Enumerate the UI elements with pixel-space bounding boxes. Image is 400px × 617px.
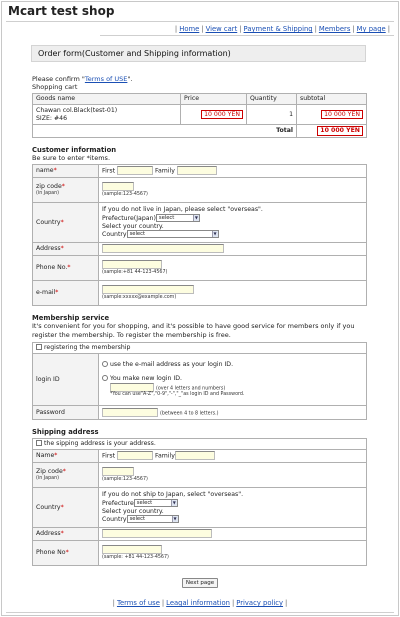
- zip-label: zip code: [36, 183, 62, 191]
- ship-first-name-input[interactable]: [117, 451, 153, 460]
- new-login-id-radio[interactable]: [102, 375, 108, 381]
- customer-section-header: [32, 146, 367, 163]
- password-input[interactable]: [102, 408, 158, 417]
- confirm-suffix: ".: [127, 75, 133, 83]
- cart-row: [33, 105, 367, 125]
- shipping-form: the sipping address is your address. Name* First Family Zip code* (in Japan) (sample:123-4567) Country* If you do not ship to Japan, select "overseas". Prefecture select ▼ Select your country. Country select ▼ Address* Phone No* (sample: +81 44-123-4567): [32, 438, 367, 566]
- phone-sample: (sample:+81 44-123-4567): [102, 269, 168, 275]
- footer-divider: [6, 612, 394, 613]
- country-note: If you do not live in Japan, please select "overseas".: [102, 206, 263, 213]
- ship-zip-code-input[interactable]: [102, 467, 134, 476]
- item-size: SIZE: #46: [36, 114, 68, 122]
- shipping-title: Shipping address: [32, 428, 99, 436]
- use-email-login-radio[interactable]: [102, 361, 108, 367]
- ship-address-input[interactable]: [102, 529, 212, 538]
- cart-total: 10 000 YEN: [317, 126, 363, 136]
- login-id-hint: *You can use"A-Z","0-9","-","_"as login ID and Password.: [110, 392, 245, 397]
- zip-sample: (sample:123-4567): [102, 191, 148, 197]
- ship-country-select-label: Country: [102, 516, 127, 524]
- prefecture-select-value: select: [158, 214, 175, 221]
- nav-view-cart-link[interactable]: View cart: [205, 25, 238, 33]
- email-sample: (sample:xxxxx@example.com): [102, 294, 177, 300]
- zip-code-input[interactable]: [102, 182, 134, 191]
- login-id-note: (over 4 letters and numbers): [155, 386, 226, 392]
- item-quantity: 1: [247, 105, 297, 125]
- ship-country-select-value: select: [129, 516, 146, 523]
- customer-title: Customer information: [32, 146, 117, 154]
- ship-zip-sample: (sample:123-4567): [102, 476, 148, 482]
- ship-country-note: If you do not ship to Japan, select "overseas".: [102, 491, 244, 498]
- item-price: 10 000 YEN: [201, 110, 243, 120]
- shipping-section-header: [32, 428, 367, 436]
- cart-table: [32, 93, 367, 138]
- terms-of-use-link[interactable]: Terms of USE: [84, 75, 128, 83]
- country-label: Country: [36, 218, 61, 226]
- password-note: (between 4 to 8 letters.): [159, 411, 219, 417]
- ship-phone-input[interactable]: [102, 545, 162, 554]
- email-label: e-mail: [36, 289, 56, 297]
- chevron-down-icon: ▼: [213, 231, 217, 237]
- ship-zip-in-japan: (in Japan): [36, 475, 60, 481]
- first-label: First: [102, 167, 116, 175]
- ship-address-label: Address: [36, 530, 61, 538]
- membership-section-header: [32, 314, 367, 339]
- same-address-checkbox[interactable]: [36, 440, 42, 446]
- ship-first-label: First: [102, 452, 116, 460]
- ship-select-country-note: Select your country.: [102, 507, 164, 515]
- item-subtotal: 10 000 YEN: [321, 110, 363, 120]
- register-membership-checkbox[interactable]: [36, 344, 42, 350]
- total-label: Total: [33, 125, 297, 138]
- shop-name: Mcart test shop: [8, 4, 115, 18]
- name-label: name: [36, 167, 54, 175]
- ship-country-label: Country: [36, 503, 61, 511]
- cart-header-quantity: Quantity: [247, 94, 297, 105]
- confirm-prefix: Please confirm ": [32, 75, 85, 83]
- prefecture-label: Prefecture(Japan): [102, 214, 156, 222]
- nav-divider: [100, 35, 394, 36]
- use-email-login-label: use the e-mail address as your login ID.: [110, 361, 234, 369]
- page-title: Order form(Customer and Shipping information): [31, 45, 366, 62]
- membership-description: It's convenient for you for shopping, and it's possible to have good service for members only if you register the membership. To register the membership is free.: [32, 322, 355, 339]
- register-membership-label: registering the membership: [44, 344, 131, 352]
- nav-payment-shipping-link[interactable]: Payment & Shipping: [243, 25, 313, 33]
- ship-family-label: Family: [154, 452, 175, 460]
- password-label: Password: [33, 406, 99, 420]
- phone-input[interactable]: [102, 260, 162, 269]
- chevron-down-icon: ▼: [173, 516, 177, 522]
- select-country-note: Select your country.: [102, 222, 164, 230]
- address-input[interactable]: [102, 244, 224, 253]
- cart-title: Shopping cart: [32, 83, 78, 92]
- phone-label: Phone No.: [36, 264, 68, 272]
- top-navigation: | Home | View cart | Payment & Shipping | Members | My page |: [174, 25, 390, 33]
- ship-family-name-input[interactable]: [175, 451, 215, 460]
- country-select[interactable]: [127, 230, 219, 238]
- cart-header-price: Price: [181, 94, 247, 105]
- country-select-label: Country: [102, 231, 127, 239]
- terms-notice: [32, 75, 367, 91]
- membership-title: Membership service: [32, 314, 110, 322]
- ship-prefecture-label: Prefecture: [102, 499, 134, 507]
- footer-terms-link[interactable]: Terms of use: [116, 599, 160, 607]
- chevron-down-icon: ▼: [172, 499, 176, 505]
- new-login-id-label: You make new login ID.: [110, 374, 182, 382]
- chevron-down-icon: ▼: [194, 214, 198, 220]
- ship-country-select[interactable]: [127, 515, 179, 523]
- email-input[interactable]: [102, 285, 194, 294]
- same-address-label: the sipping address is your address.: [44, 440, 156, 448]
- ship-phone-sample: (sample: +81 44-123-4567): [102, 554, 169, 560]
- customer-form: name* First Family zip code* (in Japan) (sample:123-4567) Country* If you do not live in Japan, please select "overseas". Prefecture(Japan) select ▼ Select your country. Country select ▼ Address* Phone No.* (sample:+81 44-123-4567) e-mail* (sample:xxxxx@example.com): [32, 164, 367, 306]
- family-label: Family: [154, 167, 175, 175]
- login-id-input[interactable]: [110, 383, 154, 392]
- ship-phone-label: Phone No: [36, 549, 66, 557]
- cart-header-goods: Goods name: [33, 94, 181, 105]
- address-label: Address: [36, 245, 61, 253]
- nav-home-link[interactable]: Home: [179, 25, 200, 33]
- ship-prefecture-select[interactable]: [134, 499, 178, 507]
- ship-zip-label: Zip code: [36, 468, 63, 476]
- customer-note: Be sure to enter *items.: [32, 154, 111, 163]
- nav-my-page-link[interactable]: My page: [356, 25, 386, 33]
- login-id-label: login ID: [33, 354, 99, 406]
- cart-header-subtotal: subtotal: [297, 94, 367, 105]
- footer-legal-link[interactable]: Leagal information: [166, 599, 230, 607]
- header-divider: [6, 21, 394, 22]
- footer-links: | Terms of use | Leagal information | Privacy policy |: [112, 599, 288, 607]
- zip-in-japan: (in Japan): [36, 190, 60, 196]
- membership-form: [32, 342, 367, 420]
- ship-prefecture-select-value: select: [136, 499, 153, 506]
- country-select-value: select: [129, 231, 146, 238]
- nav-members-link[interactable]: Members: [318, 25, 351, 33]
- prefecture-select[interactable]: [156, 214, 200, 222]
- ship-name-label: Name: [36, 452, 55, 460]
- footer-privacy-link[interactable]: Privacy policy: [236, 599, 284, 607]
- first-name-input[interactable]: [117, 166, 153, 175]
- next-page-button[interactable]: Next page: [182, 578, 218, 588]
- family-name-input[interactable]: [177, 166, 217, 175]
- item-name: Chawan col.Black(test-01): [36, 106, 118, 114]
